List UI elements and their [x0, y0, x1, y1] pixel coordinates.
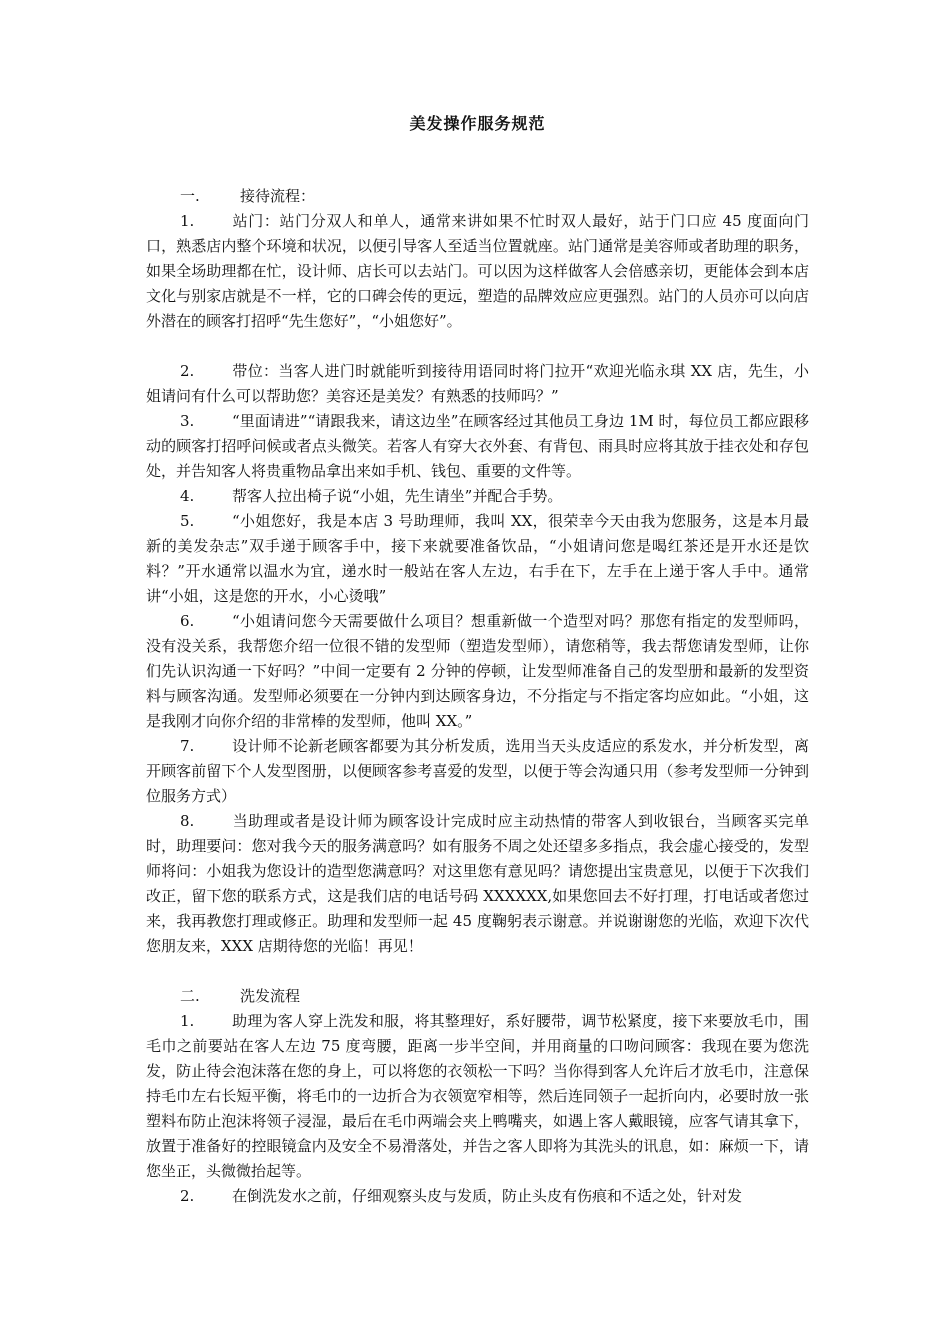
item-number: 3. [180, 412, 195, 430]
list-item [146, 484, 809, 509]
item-text: 在倒洗发水之前，仔细观察头皮与发质，防止头皮有伤痕和不适之处，针对发 [232, 1187, 743, 1205]
document-title: 美发操作服务规范 [409, 114, 546, 133]
item-number: 1. [180, 1012, 195, 1030]
item-number: 8. [180, 812, 195, 830]
item-number: 6. [180, 612, 195, 630]
item-number: 4. [180, 487, 195, 505]
item-text: “小姐您好，我是本店 3 号助理师，我叫 XX，很荣幸今天由我为您服务，这是本月最新的美发杂志”双手递于顾客手中，接下来就要准备饮品，“小姐请问您是喝红茶还是开水还是饮料？”开水通常以温水为宜，递水时一般站在客人左边，右手在下，左手在上递于客人手中。通常讲“小姐，这是您的开水，小心烫哦” [146, 512, 809, 605]
list-item [146, 609, 809, 734]
item-number: 2. [180, 362, 195, 380]
item-number: 7. [180, 737, 195, 755]
list-item [146, 1184, 809, 1209]
section-washing [146, 984, 809, 1209]
item-text: 当助理或者是设计师为顾客设计完成时应主动热情的带客人到收银台，当顾客买完单时，助理要问：您对我今天的服务满意吗？如有服务不周之处还望多多指点，我会虚心接受的，发型师将问：小姐我为您设计的造型您满意吗？对这里您有意见吗？请您提出宝贵意见，以便于下次我们改正，留下您的联系方式，这是我们店的电话号码 XXXXXX,如果您回去不好打理，打电话或者您过来，我再教您打理或修正。助理和发型师一起 45 度鞠躬表示谢意。并说谢谢您的光临，欢迎下次代您朋友来，XXX 店期待您的光临！再见！ [146, 812, 809, 955]
document-page [146, 112, 809, 1209]
list-item [146, 734, 809, 809]
list-item [146, 409, 809, 484]
list-item [146, 809, 809, 959]
section-title: 洗发流程 [240, 987, 301, 1005]
list-item [146, 359, 809, 409]
section-heading [146, 984, 809, 1009]
item-text: 设计师不论新老顾客都要为其分析发质，选用当天头皮适应的系发水，并分析发型，离开顾客前留下个人发型图册，以便顾客参考喜爱的发型，以便于等会沟通只用（参考发型师一分钟到位服务方式） [146, 737, 809, 805]
section-title: 接待流程： [240, 187, 316, 205]
item-text: 带位：当客人进门时就能听到接待用语同时将门拉开“欢迎光临永琪 XX 店，先生，小姐请问有什么可以帮助您？美容还是美发？有熟悉的技师吗？” [146, 362, 809, 405]
paragraph-gap [146, 334, 809, 359]
list-item [146, 509, 809, 609]
item-number: 5. [180, 512, 195, 530]
list-item [146, 1009, 809, 1184]
section-gap [146, 959, 809, 984]
item-text: “小姐请问您今天需要做什么项目？想重新做一个造型对吗？那您有指定的发型师吗，没有没关系，我帮您介绍一位很不错的发型师（塑造发型师），请您稍等，我去帮您请发型师，让你们先认识沟通一下好吗？”中间一定要有 2 分钟的停顿，让发型师准备自己的发型册和最新的发型资料与顾客沟通。发型师必须要在一分钟内到达顾客身边，不分指定与不指定客均应如此。“小姐，这是我刚才向你介绍的非常棒的发型师，他叫 XX。” [146, 612, 809, 730]
section-number: 二. [180, 987, 200, 1005]
list-item [146, 209, 809, 334]
item-number: 2. [180, 1187, 195, 1205]
item-text: 站门：站门分双人和单人，通常来讲如果不忙时双人最好，站于门口应 45 度面向门口，熟悉店内整个环境和状况，以便引导客人至适当位置就座。站门通常是美容师或者助理的职务，如果全场助理都在忙，设计师、店长可以去站门。可以因为这样做客人会倍感亲切，更能体会到本店文化与别家店就是不一样，它的口碑会传的更远，塑造的品牌效应应更强烈。站门的人员亦可以向店外潜在的顾客打招呼“先生您好”，“小姐您好”。 [146, 212, 809, 330]
item-number: 1. [180, 212, 195, 230]
item-text: 助理为客人穿上洗发和服，将其整理好，系好腰带，调节松紧度，接下来要放毛巾，围毛巾之前要站在客人左边 75 度弯腰，距离一步半空间，并用商量的口吻问顾客：我现在要为您洗发，防止待会泡沫落在您的身上，可以将您的衣领松一下吗？当你得到客人允许后才放毛巾，注意保持毛巾左右长短平衡，将毛巾的一边折合为衣领宽窄相等，然后连同领子一起折向内，必要时放一张塑料布防止泡沫将领子浸湿，最后在毛巾两端会夹上鸭嘴夹，如遇上客人戴眼镜，应客气请其拿下，放置于准备好的控眼镜盒内及安全不易滑落处，并告之客人即将为其洗头的讯息，如：麻烦一下，请您坐正，头微微抬起等。 [146, 1012, 809, 1180]
section-number: 一. [180, 187, 200, 205]
section-heading [146, 184, 809, 209]
item-text: 帮客人拉出椅子说“小姐，先生请坐”并配合手势。 [232, 487, 563, 505]
section-reception [146, 184, 809, 959]
item-text: “里面请进”“请跟我来，请这边坐”在顾客经过其他员工身边 1M 时，每位员工都应跟移动的顾客打招呼问候或者点头微笑。若客人有穿大衣外套、有背包、雨具时应将其放于挂衣处和存包处，并告知客人将贵重物品拿出来如手机、钱包、重要的文件等。 [146, 412, 809, 480]
